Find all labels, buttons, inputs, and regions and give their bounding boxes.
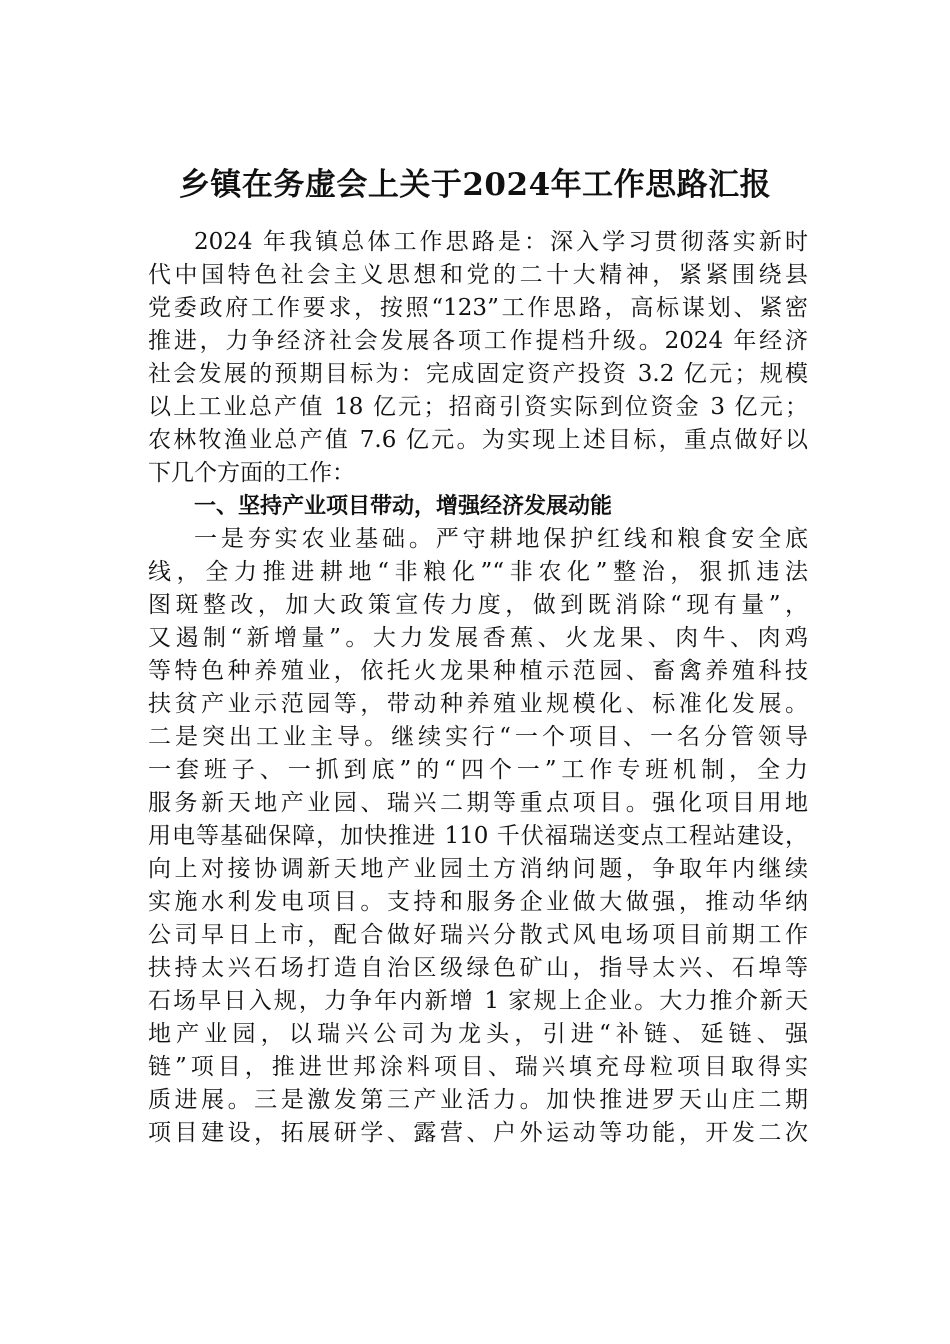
document-title: 乡镇在务虚会上关于2024年工作思路汇报 — [178, 167, 772, 203]
text-line: 以上工业总产值 18 亿元；招商引资实际到位资金 3 亿元； — [148, 394, 808, 420]
text-line: 一是夯实农业基础。严守耕地保护红线和粮食安全底 — [194, 526, 808, 552]
text-line: 扶持太兴石场打造自治区级绿色矿山，指导太兴、石埠等 — [148, 955, 808, 981]
document-body — [148, 226, 808, 1150]
text-line: 实施水利发电项目。支持和服务企业做大做强，推动华纳 — [148, 889, 808, 915]
text-line: 服务新天地产业园、瑞兴二期等重点项目。强化项目用地 — [148, 790, 808, 816]
text-line: 社会发展的预期目标为：完成固定资产投资 3.2 亿元；规模 — [148, 361, 808, 387]
text-line: 党委政府工作要求，按照“123”工作思路，高标谋划、紧密 — [148, 295, 808, 321]
text-line: 又遏制“新增量”。大力发展香蕉、火龙果、肉牛、肉鸡 — [148, 625, 808, 651]
text-line: 质进展。三是激发第三产业活力。加快推进罗天山庄二期 — [148, 1087, 808, 1113]
text-line: 二是突出工业主导。继续实行“一个项目、一名分管领导 — [148, 724, 808, 750]
text-line: 项目建设，拓展研学、露营、户外运动等功能，开发二次 — [148, 1120, 808, 1146]
text-line: 线，全力推进耕地“非粮化”“非农化”整治，狠抓违法 — [148, 559, 808, 585]
text-line: 石场早日入规，力争年内新增 1 家规上企业。大力推介新天 — [148, 988, 808, 1014]
text-line: 推进，力争经济社会发展各项工作提档升级。2024 年经济 — [148, 328, 808, 354]
section-heading: 一、坚持产业项目带动，增强经济发展动能 — [194, 494, 613, 519]
text-line: 下几个方面的工作： — [148, 460, 355, 486]
text-line: 扶贫产业示范园等，带动种养殖业规模化、标准化发展。 — [148, 691, 808, 717]
text-line: 农林牧渔业总产值 7.6 亿元。为实现上述目标，重点做好以 — [148, 427, 808, 453]
text-line: 地产业园，以瑞兴公司为龙头，引进“补链、延链、强 — [148, 1021, 808, 1047]
text-line: 公司早日上市，配合做好瑞兴分散式风电场项目前期工作 — [148, 922, 808, 948]
text-line: 代中国特色社会主义思想和党的二十大精神，紧紧围绕县 — [148, 262, 808, 288]
text-line: 向上对接协调新天地产业园土方消纳问题，争取年内继续 — [148, 856, 808, 882]
text-line: 一套班子、一抓到底”的“四个一”工作专班机制，全力 — [148, 757, 808, 783]
text-line: 链”项目，推进世邦涂料项目、瑞兴填充母粒项目取得实 — [148, 1054, 808, 1080]
text-line: 图斑整改，加大政策宣传力度，做到既消除“现有量”， — [148, 592, 808, 618]
text-line: 用电等基础保障，加快推进 110 千伏福瑞送变点工程站建设， — [148, 823, 808, 849]
text-line: 2024 年我镇总体工作思路是：深入学习贯彻落实新时 — [194, 229, 808, 255]
text-line: 等特色种养殖业，依托火龙果种植示范园、畜禽养殖科技 — [148, 658, 808, 684]
